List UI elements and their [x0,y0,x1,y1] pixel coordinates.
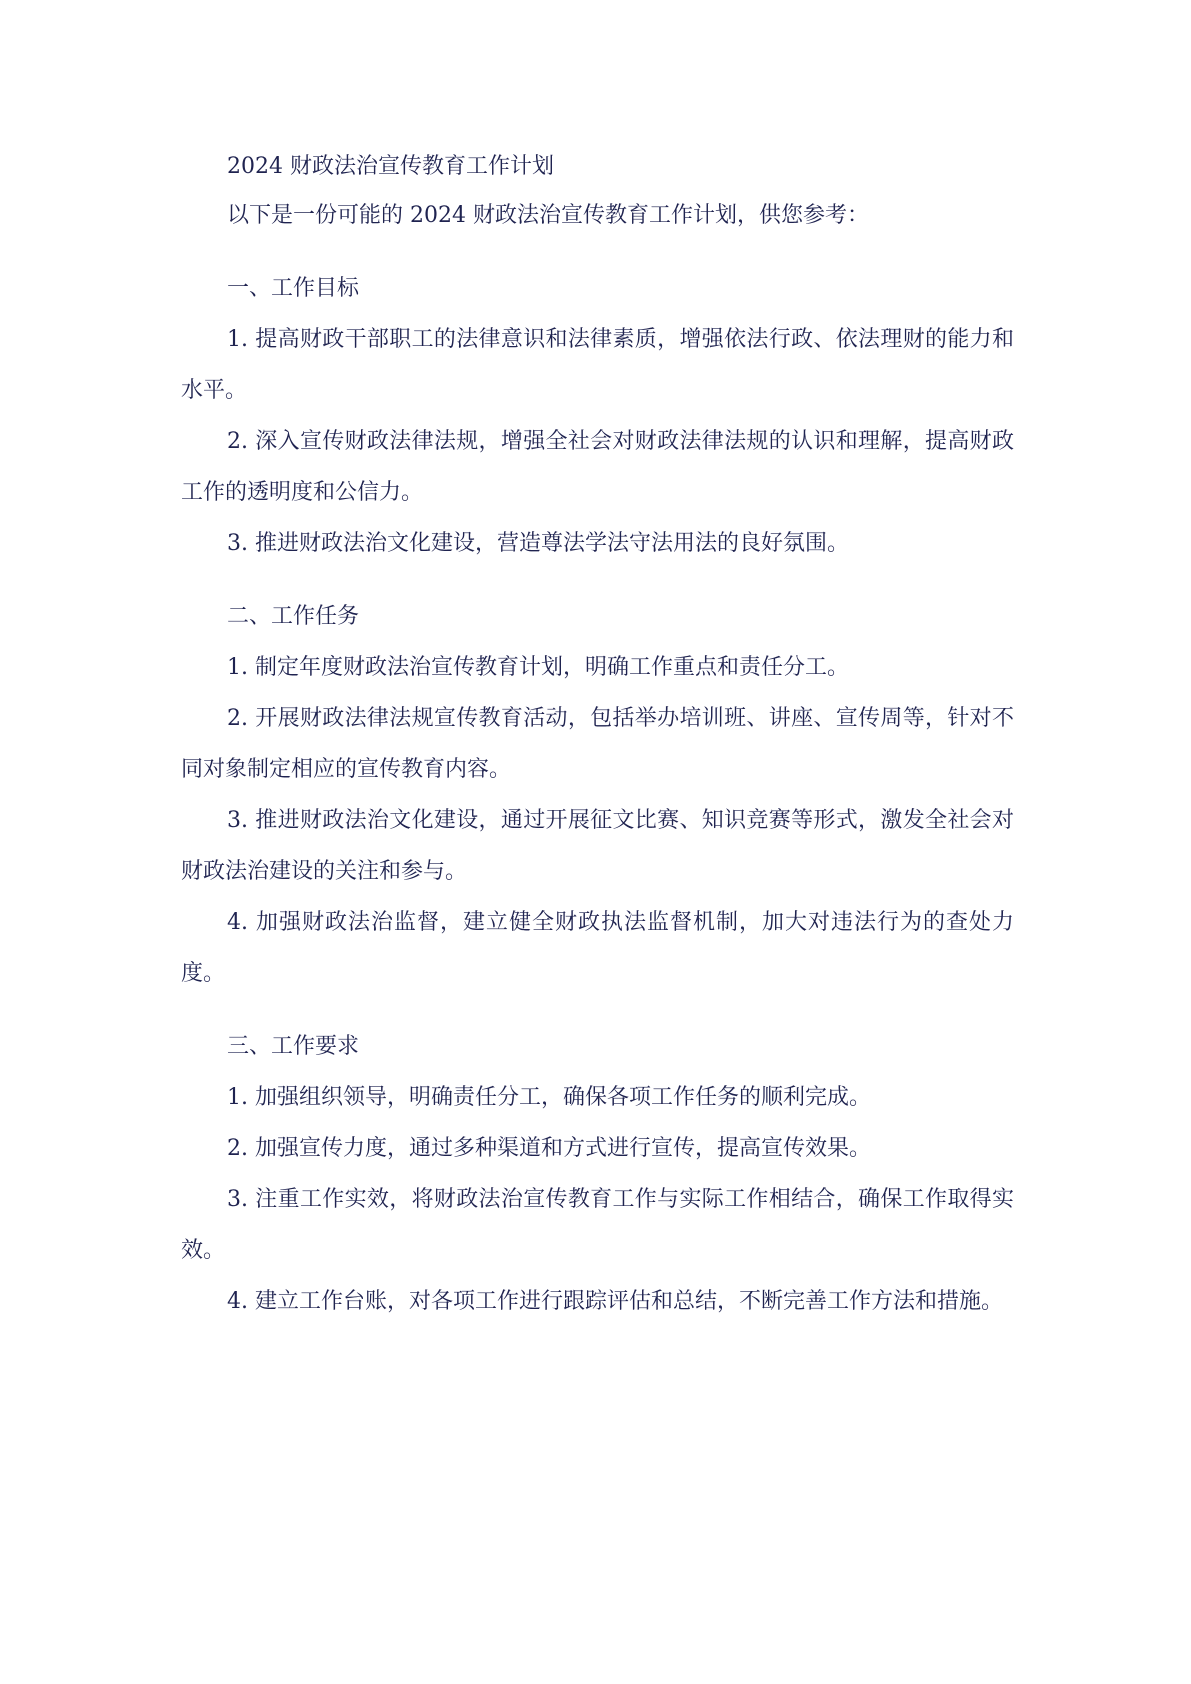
section-heading: 三、工作要求 [227,1034,360,1059]
document-body [181,148,1014,1327]
section-goals [181,263,1014,569]
document-title: 2024 财政法治宣传教育工作计划 [227,154,554,179]
list-item: 1. 加强组织领导，明确责任分工，确保各项工作任务的顺利完成。 [227,1085,871,1110]
list-item: 1. 制定年度财政法治宣传教育计划，明确工作重点和责任分工。 [227,655,849,680]
section-tasks [181,591,1014,999]
list-item: 3. 推进财政法治文化建设，通过开展征文比赛、知识竞赛等形式，激发全社会对财政法治建设的关注和参与。 [181,808,1014,884]
list-item: 2. 深入宣传财政法律法规，增强全社会对财政法律法规的认识和理解，提高财政工作的透明度和公信力。 [181,429,1014,505]
list-item: 4. 加强财政法治监督，建立健全财政执法监督机制，加大对违法行为的查处力度。 [181,910,1014,986]
section-heading: 二、工作任务 [227,604,360,629]
section-heading: 一、工作目标 [227,276,360,301]
list-item: 2. 开展财政法律法规宣传教育活动，包括举办培训班、讲座、宣传周等，针对不同对象制定相应的宣传教育内容。 [181,706,1014,782]
list-item: 4. 建立工作台账，对各项工作进行跟踪评估和总结，不断完善工作方法和措施。 [227,1289,1003,1314]
list-item: 1. 提高财政干部职工的法律意识和法律素质，增强依法行政、依法理财的能力和水平。 [181,327,1014,403]
section-requirements [181,1021,1014,1327]
list-item: 3. 注重工作实效，将财政法治宣传教育工作与实际工作相结合，确保工作取得实效。 [181,1187,1014,1263]
document-intro: 以下是一份可能的 2024 财政法治宣传教育工作计划，供您参考： [227,203,869,228]
list-item: 3. 推进财政法治文化建设，营造尊法学法守法用法的良好氛围。 [227,531,849,556]
list-item: 2. 加强宣传力度，通过多种渠道和方式进行宣传，提高宣传效果。 [227,1136,871,1161]
